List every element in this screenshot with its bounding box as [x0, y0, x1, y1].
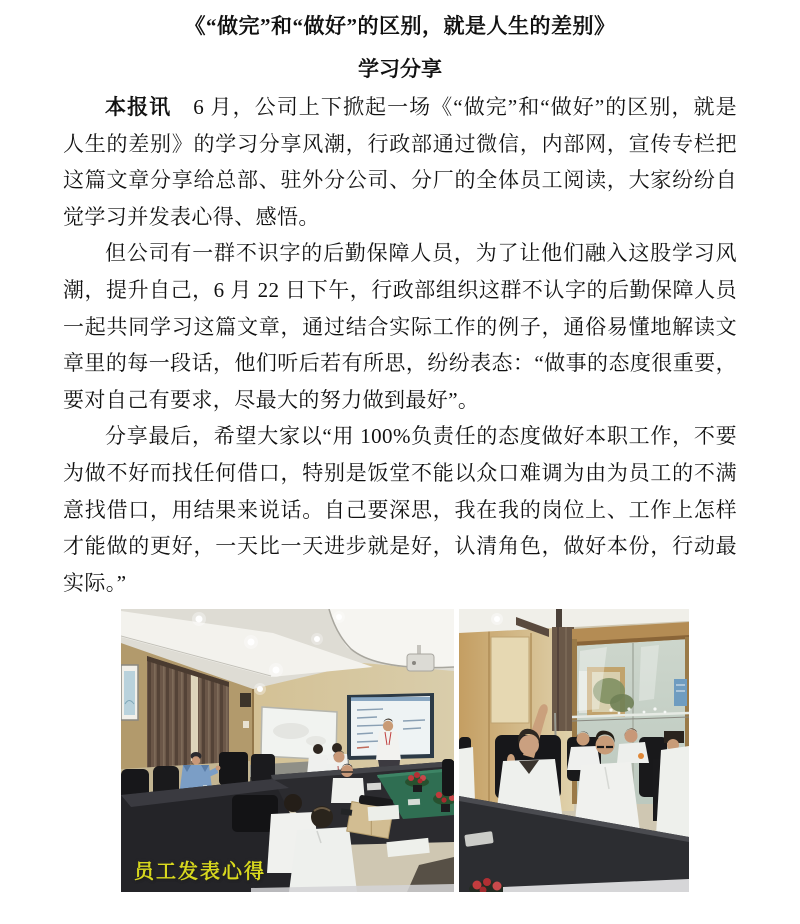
wall-inner-panel	[491, 637, 529, 723]
paragraph-3: 分享最后，希望大家以“用 100%负责任的态度做好本职工作，不要为做不好而找任何借口，特别是饭堂不能以众口难调为由为员工的不满意找借口，用结果来说话。自己要深思，我在我的岗位上、工作上怎样才能做的更好，一天比一天进步就是好，认清角色，做好本份，行动最实际。”	[63, 424, 737, 595]
attendee-left-edge	[459, 747, 475, 803]
wall-picture	[121, 665, 138, 720]
wall-speaker	[240, 693, 251, 707]
paragraph-1	[63, 89, 737, 235]
article-subtitle: 学习分享	[358, 57, 442, 81]
document-page	[0, 12, 800, 924]
photo-strip	[121, 609, 737, 892]
paragraph-2: 但公司有一群不识字的后勤保障人员，为了让他们融入这股学习风潮，提升自己，6 月 22 日下午，行政部组织这群不认字的后勤保障人员一起共同学习这篇文章，通过结合实际工作的例子，通俗易懂地解读文章里的每一段话，他们听后若有所思，纷纷表态：“做事的态度很重要，要对自己有要求，尽最大的努力做到最好”。	[63, 241, 737, 412]
paragraph-1-lead: 本报讯	[105, 95, 172, 119]
black-chair-right	[442, 759, 454, 796]
wall-switch	[243, 721, 249, 728]
meeting-room-illustration	[121, 609, 454, 892]
photo-raising-hand	[459, 609, 689, 892]
raising-hand-illustration	[459, 609, 689, 892]
article-title: 《“做完”和“做好”的区别，就是人生的差别》	[184, 14, 616, 38]
paragraph-1-text: 6 月，公司上下掀起一场《“做完”和“做好”的区别，就是人生的差别》的学习分享风潮，行政部通过微信，内部网，宣传专栏把这篇文章分享给总部、驻外分公司、分厂的全体员工阅读，大家纷纷自觉学习并发表心得、感悟。	[63, 95, 737, 229]
whiteboard	[261, 707, 337, 760]
photo-meeting-room	[121, 609, 454, 892]
photo-caption: 员工发表心得	[134, 861, 266, 884]
